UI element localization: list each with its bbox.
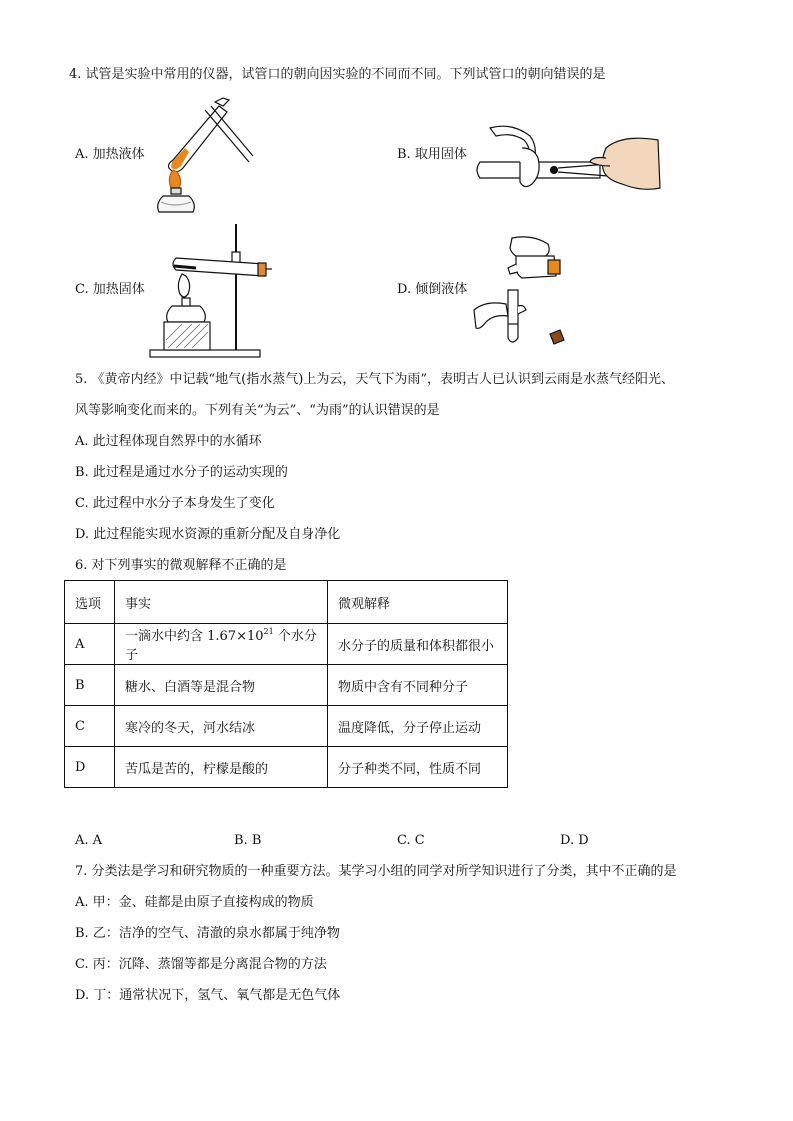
row-fact: 苦瓜是苦的，柠檬是酸的 [115, 747, 328, 788]
q6-stem: 6. 对下列事实的微观解释不正确的是 [75, 558, 287, 573]
q5-option-b[interactable]: B. 此过程是通过水分子的运动实现的 [75, 465, 288, 480]
q5-option-d[interactable]: D. 此过程能实现水资源的重新分配及自身净化 [75, 527, 341, 542]
fact-text-pre: 一滴水中约含 1.67×10 [125, 629, 264, 644]
iron-stand-apparatus-icon [146, 222, 274, 360]
row-explanation: 温度降低，分子停止运动 [328, 706, 508, 747]
fact-exponent: 21 [263, 627, 274, 636]
q6-answer-a[interactable]: A. A [75, 833, 103, 848]
alcohol-lamp-icon [145, 96, 255, 216]
fact-text-post: 个水分子 [125, 629, 317, 663]
header-explanation: 微观解释 [328, 581, 508, 624]
table-row [65, 665, 508, 706]
row-option: C [65, 706, 115, 747]
row-fact: 寒冷的冬天，河水结冰 [115, 706, 328, 747]
q4-stem: 4. 试管是实验中常用的仪器，试管口的朝向因实验的不同而不同。下列试管口的朝向错误的是 [69, 67, 606, 82]
q6-answer-d[interactable]: D. D [560, 833, 589, 848]
row-fact: 糖水、白酒等是混合物 [115, 665, 328, 706]
header-fact: 事实 [115, 581, 328, 624]
hand-holding-tube-icon [472, 118, 664, 194]
header-option: 选项 [65, 581, 115, 624]
q7-option-d[interactable]: D. 丁：通常状况下，氢气、氧气都是无色气体 [75, 988, 341, 1003]
facts-table [64, 580, 508, 788]
row-fact [115, 624, 328, 665]
pouring-bottle-icon [472, 234, 582, 354]
q5-option-a[interactable]: A. 此过程体现自然界中的水循环 [75, 434, 262, 449]
table-row [65, 747, 508, 788]
table-header-row [65, 581, 508, 624]
table-row [65, 706, 508, 747]
q7-option-b[interactable]: B. 乙：洁净的空气、清澈的泉水都属于纯净物 [75, 926, 340, 941]
table-row [65, 624, 508, 665]
row-explanation: 分子种类不同，性质不同 [328, 747, 508, 788]
q4-option-d[interactable]: D. 倾倒液体 [397, 282, 468, 297]
q4-option-b[interactable]: B. 取用固体 [397, 147, 467, 162]
row-explanation: 物质中含有不同种分子 [328, 665, 508, 706]
q6-answer-c[interactable]: C. C [397, 833, 425, 848]
row-option: B [65, 665, 115, 706]
q5-option-c[interactable]: C. 此过程中水分子本身发生了变化 [75, 496, 275, 511]
q7-option-a[interactable]: A. 甲：金、硅都是由原子直接构成的物质 [75, 895, 314, 910]
q4-option-a[interactable]: A. 加热液体 [75, 147, 145, 162]
q4-option-c[interactable]: C. 加热固体 [75, 282, 145, 297]
row-option: D [65, 747, 115, 788]
row-explanation: 水分子的质量和体积都很小 [328, 624, 508, 665]
q7-stem: 7. 分类法是学习和研究物质的一种重要方法。某学习小组的同学对所学知识进行了分类，其中不正确的是 [75, 864, 677, 879]
q7-option-c[interactable]: C. 丙：沉降、蒸馏等都是分离混合物的方法 [75, 957, 327, 972]
q5-stem-line1: 5. 《黄帝内经》中记载“地气(指水蒸气)上为云，天气下为雨”，表明古人已认识到云雨是水蒸气经阳光、 [75, 372, 674, 387]
row-option: A [65, 624, 115, 665]
q6-answer-b[interactable]: B. B [234, 833, 262, 848]
q5-stem-line2: 风等影响变化而来的。下列有关“为云”、“为雨”的认识错误的是 [75, 403, 440, 418]
